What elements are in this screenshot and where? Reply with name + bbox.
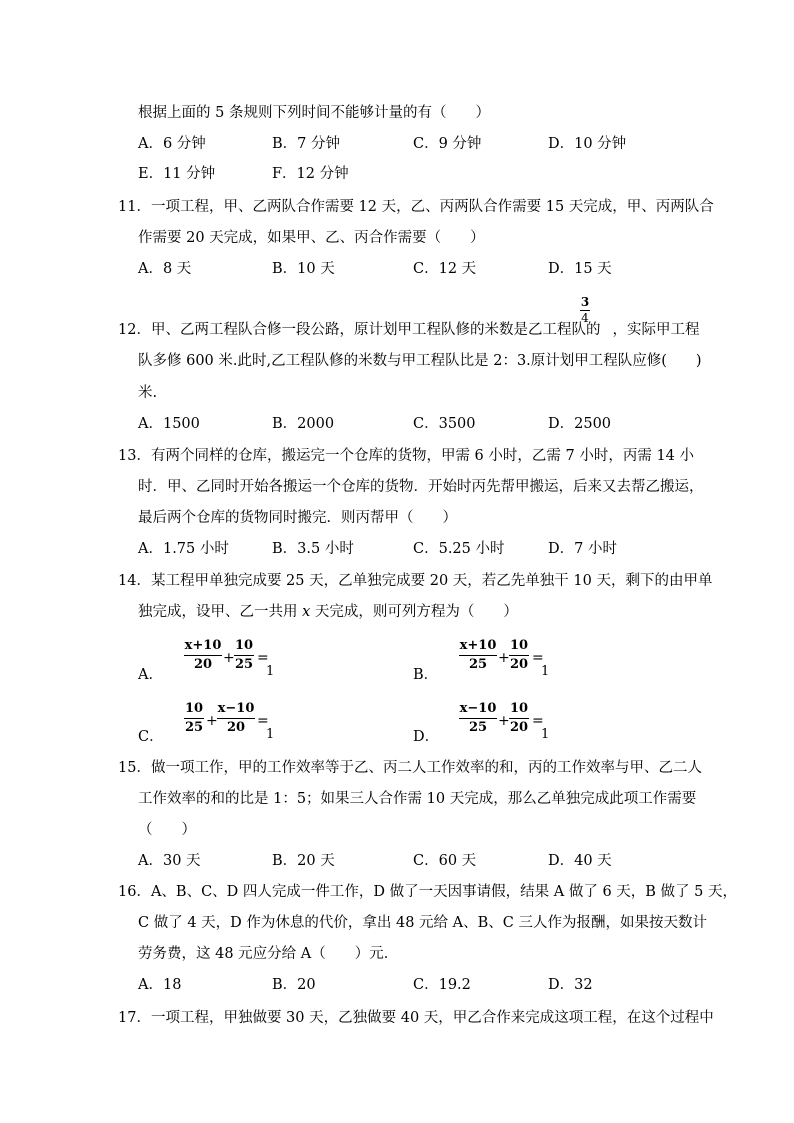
q10-option-f: F．12 分钟 xyxy=(272,166,349,182)
q12-frac-den: 4 xyxy=(581,311,589,325)
q14-b-frac2-num: 10 xyxy=(509,638,529,653)
q14-d-one: 1 xyxy=(541,727,550,742)
q15-line2: 工作效率的和的比是 1：5；如果三人合作需 10 天完成，那么乙单独完成此项工作需要 xyxy=(138,791,697,807)
q14-b-plus: + xyxy=(498,650,510,666)
q14-d-plus: + xyxy=(498,713,510,729)
q15-option-d: D．40 天 xyxy=(548,853,612,869)
q12-option-d: D．2500 xyxy=(548,416,612,432)
q10-option-c: C．9 分钟 xyxy=(413,136,482,152)
q10-option-a: A．6 分钟 xyxy=(138,136,206,152)
q14-a-frac2 xyxy=(234,638,254,673)
q15-line1: 15．做一项工作，甲的工作效率等于乙、丙二人工作效率的和，丙的工作效率与甲、乙二人 xyxy=(118,760,702,776)
q15-line3: （ ） xyxy=(138,822,196,838)
q12-frac-num: 3 xyxy=(580,295,590,309)
q13-option-a: A．1.75 小时 xyxy=(138,541,229,557)
q10-options-row1 xyxy=(138,134,698,154)
q12-line1 xyxy=(118,320,700,340)
q14-c-frac1-den: 25 xyxy=(184,720,204,735)
q16-line3: 劳务费，这 48 元应分给 A（ ）元． xyxy=(138,946,399,962)
q12-line2: 队多修 600 米.此时,乙工程队修的米数与甲工程队比是 2：3.原计划甲工程队应修( ) xyxy=(138,353,702,369)
q14-c-frac2 xyxy=(217,701,255,736)
q14-a-plus: + xyxy=(223,650,235,666)
q16-options xyxy=(138,975,698,995)
q11-line1: 11．一项工程，甲、乙两队合作需要 12 天，乙、丙两队合作需要 15 天完成，甲、丙两队合 xyxy=(118,199,714,215)
q14-line2 xyxy=(138,602,698,622)
q14-d-frac2 xyxy=(509,701,529,736)
q14-c-frac1 xyxy=(184,701,204,736)
q14-c-frac2-num: x−10 xyxy=(217,701,255,716)
q15-option-b: B．20 天 xyxy=(272,853,335,869)
q10-option-e: E．11 分钟 xyxy=(138,166,216,182)
q13-options xyxy=(138,539,698,559)
q14-b-frac1-num: x+10 xyxy=(459,638,497,653)
q15-option-a: A．30 天 xyxy=(138,853,201,869)
q11-options xyxy=(138,259,698,279)
q11-option-a: A．8 天 xyxy=(138,261,192,277)
q13-option-d: D．7 小时 xyxy=(548,541,617,557)
q13-option-b: B．3.5 小时 xyxy=(272,541,354,557)
q14-a-frac1-num: x+10 xyxy=(184,638,222,653)
q10-intro: 根据上面的 5 条规则下列时间不能够计量的有（ ） xyxy=(138,105,490,121)
q16-option-a: A．18 xyxy=(138,977,182,993)
q14-c-eq: = xyxy=(257,713,269,729)
q14-d-frac1-den: 25 xyxy=(468,720,488,735)
q14-option-c-label: C． xyxy=(138,729,164,745)
q14-d-frac1-num: x−10 xyxy=(459,701,497,716)
q16-option-b: B．20 xyxy=(272,977,316,993)
q12-line1b: ，实际甲工程 xyxy=(612,322,700,338)
q14-d-frac1 xyxy=(459,701,497,736)
q14-d-eq: = xyxy=(532,713,544,729)
q16-line1: 16．A、B、C、D 四人完成一件工作，D 做了一天因事请假，结果 A 做了 6 天，B 做了 5 天， xyxy=(118,884,737,900)
q16-line2: C 做了 4 天，D 作为休息的代价，拿出 48 元给 A、B、C 三人作为报酬，如果按天数计 xyxy=(138,915,707,931)
q13-option-c: C．5.25 小时 xyxy=(413,541,505,557)
q14-c-frac2-den: 20 xyxy=(226,720,246,735)
q14-d-frac2-den: 20 xyxy=(509,720,529,735)
q14-c-frac1-num: 10 xyxy=(184,701,204,716)
q14-b-frac1-den: 25 xyxy=(468,657,488,672)
q10-option-b: B．7 分钟 xyxy=(272,136,340,152)
q12-option-a: A．1500 xyxy=(138,416,200,432)
q14-b-one: 1 xyxy=(541,664,550,679)
q14-b-frac2-den: 20 xyxy=(509,657,529,672)
q14-var-x: x xyxy=(302,604,311,620)
q14-c-plus: + xyxy=(206,713,218,729)
q10-options-row2 xyxy=(138,164,698,184)
q12-line1a: 12．甲、乙两工程队合修一段公路，原计划甲工程队修的米数是乙工程队的 xyxy=(118,322,601,338)
q14-b-eq: = xyxy=(532,650,544,666)
q14-a-frac2-den: 25 xyxy=(234,657,254,672)
q14-line2a: 独完成，设甲、乙一共用 xyxy=(138,604,303,620)
q12-line3: 米. xyxy=(138,385,158,401)
q11-option-b: B．10 天 xyxy=(272,261,335,277)
q11-option-c: C．12 天 xyxy=(413,261,477,277)
q14-option-a-label: A． xyxy=(138,667,163,683)
q16-option-c: C．19.2 xyxy=(413,977,471,993)
q13-line2: 时．甲、乙同时开始各搬运一个仓库的货物．开始时丙先帮甲搬运，后来又去帮乙搬运， xyxy=(138,479,704,495)
q17-line1: 17．一项工程，甲独做要 30 天，乙独做要 40 天，甲乙合作来完成这项工程，在这个过程中 xyxy=(118,1010,714,1026)
q11-option-d: D．15 天 xyxy=(548,261,612,277)
q12-options xyxy=(138,414,698,434)
q14-b-frac2 xyxy=(509,638,529,673)
q11-line2: 作需要 20 天完成，如果甲、乙、丙合作需要（ ） xyxy=(138,230,485,246)
q14-a-eq: = xyxy=(257,650,269,666)
q14-line1: 14．某工程甲单独完成要 25 天，乙单独完成要 20 天，若乙先单独干 10 天，剩下的由甲单 xyxy=(118,573,713,589)
q15-options xyxy=(138,851,698,871)
q14-option-d-label: D． xyxy=(413,729,440,745)
q12-option-c: C．3500 xyxy=(413,416,476,432)
q14-a-frac1 xyxy=(184,638,222,673)
q10-option-d: D．10 分钟 xyxy=(548,136,627,152)
q13-line1: 13．有两个同样的仓库，搬运完一个仓库的货物，甲需 6 小时，乙需 7 小时，丙需 14 小 xyxy=(118,448,695,464)
q13-line3: 最后两个仓库的货物同时搬完．则丙帮甲（ ） xyxy=(138,510,457,526)
q14-option-b-label: B． xyxy=(413,667,439,683)
q14-a-frac1-den: 20 xyxy=(193,657,213,672)
q14-line2b: 天完成，则可列方程为（ ） xyxy=(310,604,518,620)
q12-option-b: B．2000 xyxy=(272,416,335,432)
q15-option-c: C．60 天 xyxy=(413,853,477,869)
q14-d-frac2-num: 10 xyxy=(509,701,529,716)
q14-c-one: 1 xyxy=(266,727,275,742)
q14-b-frac1 xyxy=(459,638,497,673)
q14-a-one: 1 xyxy=(266,664,275,679)
q16-option-d: D．32 xyxy=(548,977,593,993)
q14-a-frac2-num: 10 xyxy=(234,638,254,653)
